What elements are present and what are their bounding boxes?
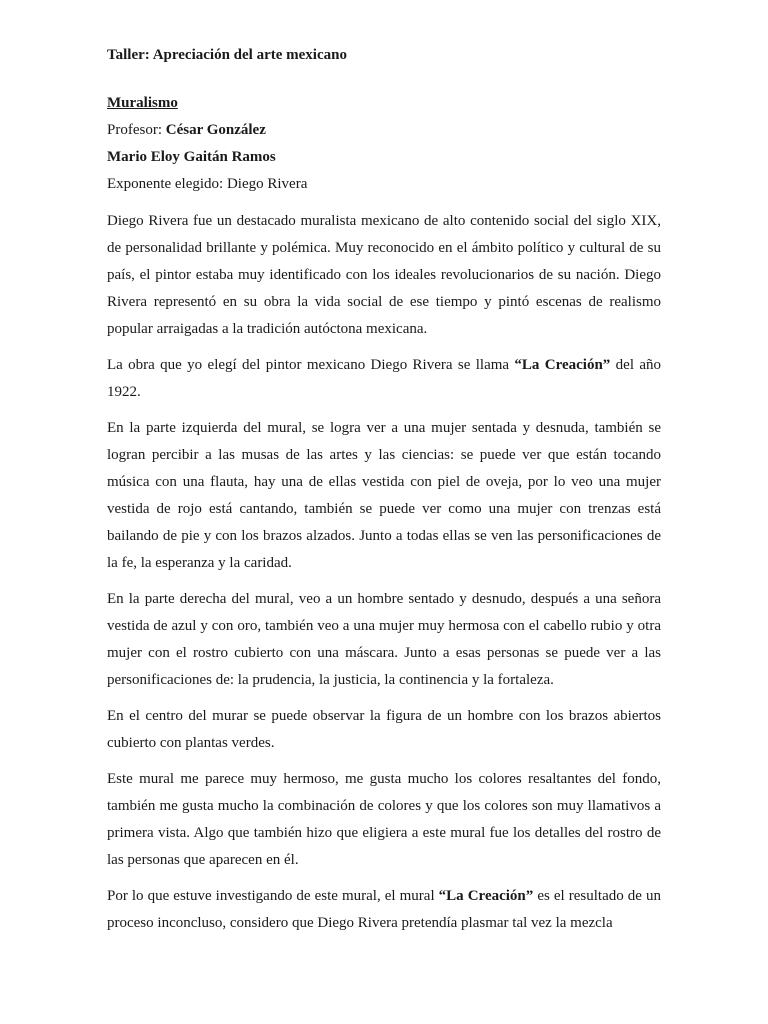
professor-name: César González	[165, 122, 266, 138]
paragraph-5: En el centro del murar se puede observar la figura de un hombre con los brazos abiertos cubierto con plantas verdes.	[107, 708, 661, 751]
professor-label: Profesor:	[107, 122, 166, 138]
paragraph-7-text-a: Por lo que estuve investigando de este mural, el mural	[107, 888, 439, 904]
section-heading: Muralismo	[107, 95, 178, 111]
document-page	[107, 44, 661, 946]
professor-line	[107, 117, 661, 144]
paragraph-7-text-b: es el resultado de un proceso inconcluso, considero que Diego Rivera pretendía plasmar tal vez la mezcla	[107, 888, 661, 931]
header-block	[107, 90, 661, 198]
paragraph-6: Este mural me parece muy hermoso, me gusta mucho los colores resaltantes del fondo, también me gusta mucho la combinación de colores y que los colores son muy llamativos a primera vista. Algo que también hizo que eligiera a este mural fue los detalles del rostro de las personas que aparecen en él.	[107, 771, 661, 868]
artwork-title: “La Creación”	[514, 357, 611, 373]
paragraph-2-text-a: La obra que yo elegí del pintor mexicano Diego Rivera se llama	[107, 357, 515, 373]
paragraph-1: Diego Rivera fue un destacado muralista mexicano de alto contenido social del siglo XIX, de personalidad brillante y polémica. Muy reconocido en el ámbito político y cultural de su país, el pintor estaba muy identificado con los ideales revolucionarios de su nación. Diego Rivera representó en su obra la vida social de ese tiempo y pintó escenas de realismo popular arraigadas a la tradición autóctona mexicana.	[107, 213, 661, 337]
exponent-line: Exponente elegido: Diego Rivera	[107, 176, 308, 192]
paragraph-3: En la parte izquierda del mural, se logra ver a una mujer sentada y desnuda, también se logran percibir a las musas de las artes y las ciencias: se puede ver que están tocando música con una flauta, hay una de ellas vestida con piel de oveja, por lo veo una mujer vestida de rojo está cantando, también se puede ver como una mujer con trenzas está bailando de pie y con los brazos alzados. Junto a todas ellas se ven las personificaciones de la fe, la esperanza y la caridad.	[107, 420, 661, 571]
paragraph-2	[107, 352, 661, 406]
artwork-title-2: “La Creación”	[438, 888, 534, 904]
paragraph-4: En la parte derecha del mural, veo a un hombre sentado y desnudo, después a una señora vestida de azul y con oro, también veo a una mujer muy hermosa con el cabello rubio y otra mujer con el rostro cubierto con una máscara. Junto a esas personas se puede ver a las personificaciones de: la prudencia, la justicia, la continencia y la fortaleza.	[107, 591, 661, 688]
paragraph-7	[107, 883, 661, 937]
document-title: Taller: Apreciación del arte mexicano	[107, 47, 347, 63]
paragraph-2-text-b: del año 1922.	[107, 357, 661, 400]
student-name: Mario Eloy Gaitán Ramos	[107, 149, 276, 165]
